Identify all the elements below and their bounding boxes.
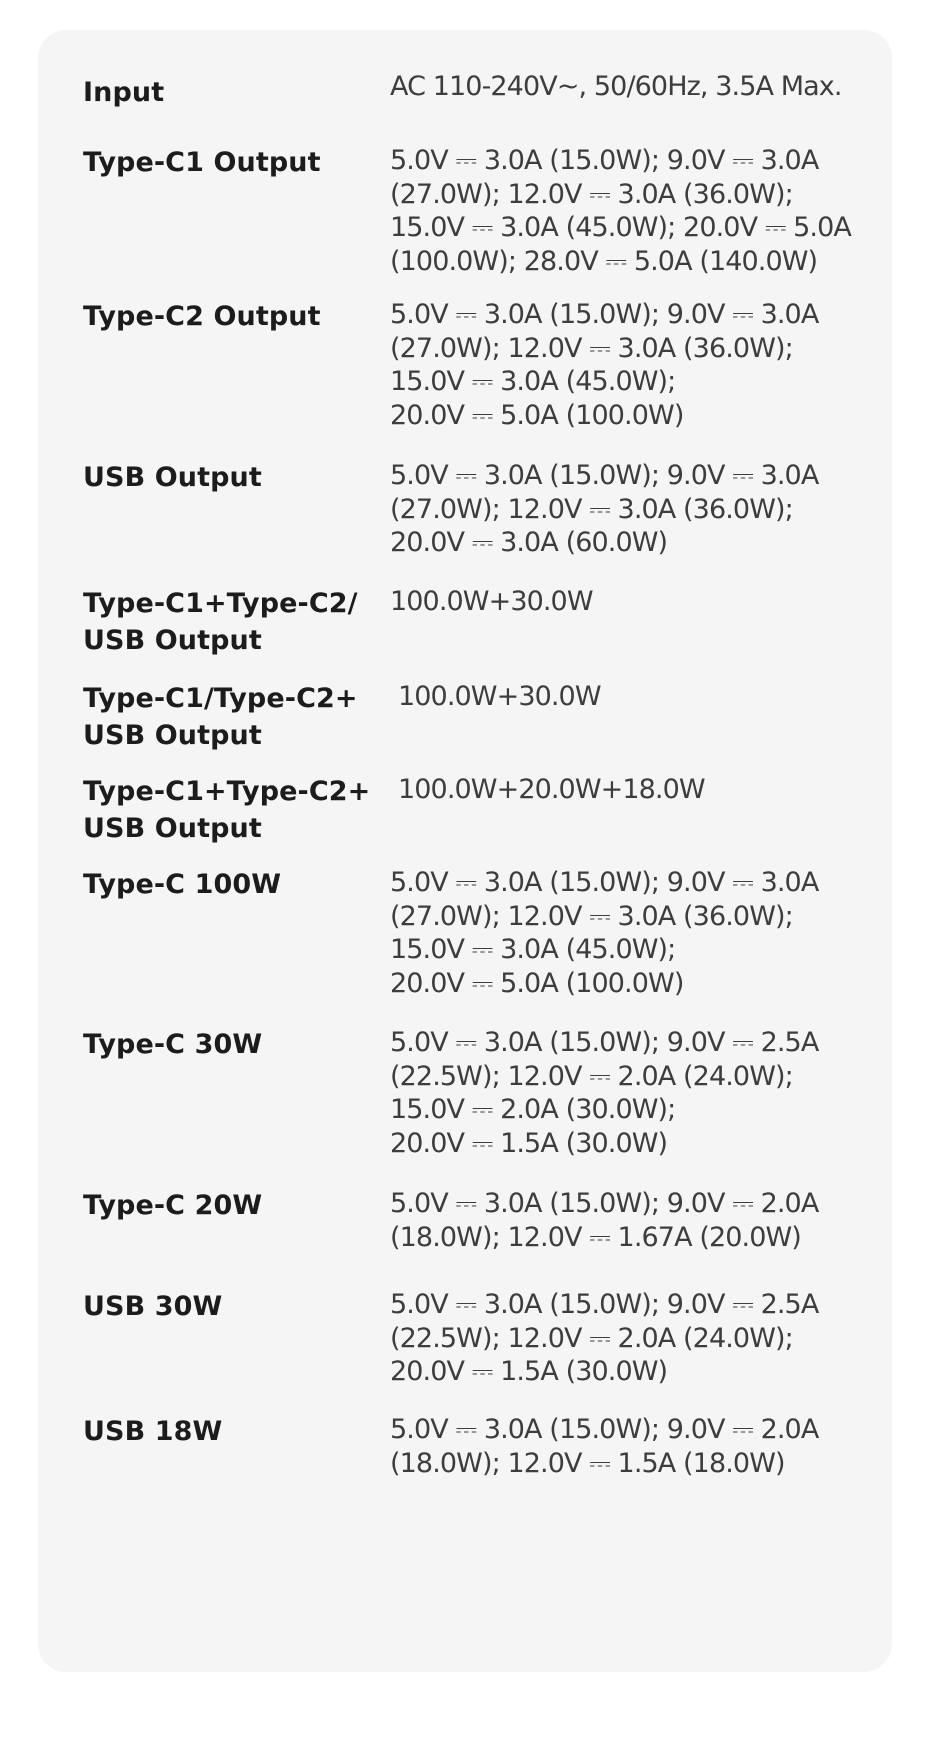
spec-value: 5.0V ⎓ 3.0A (15.0W); 9.0V ⎓ 3.0A (27.0W); 12.0V ⎓ 3.0A (36.0W); 15.0V ⎓ 3.0A (45.0W); 20.0V ⎓ 5.0A (100.0W)	[390, 867, 819, 999]
spec-value: 5.0V ⎓ 3.0A (15.0W); 9.0V ⎓ 2.0A (18.0W); 12.0V ⎓ 1.67A (20.0W)	[390, 1188, 819, 1253]
spec-label: Type-C2 Output	[83, 301, 321, 332]
spec-value: 100.0W+30.0W	[398, 681, 601, 712]
spec-value: 100.0W+30.0W	[390, 586, 593, 617]
spec-label: USB Output	[83, 462, 262, 493]
spec-value: AC 110-240V~, 50/60Hz, 3.5A Max.	[390, 71, 842, 102]
spec-label: Type-C 100W	[83, 869, 282, 900]
spec-label: USB 18W	[83, 1416, 223, 1447]
spec-value: 5.0V ⎓ 3.0A (15.0W); 9.0V ⎓ 2.5A (22.5W); 12.0V ⎓ 2.0A (24.0W); 20.0V ⎓ 1.5A (30.0W)	[390, 1289, 819, 1387]
spec-label: Input	[83, 77, 165, 108]
spec-label: Type-C1+Type-C2+ USB Output	[83, 776, 371, 844]
spec-label: Type-C1/Type-C2+ USB Output	[83, 683, 358, 751]
spec-value: 5.0V ⎓ 3.0A (15.0W); 9.0V ⎓ 3.0A (27.0W); 12.0V ⎓ 3.0A (36.0W); 15.0V ⎓ 3.0A (45.0W); 20.0V ⎓ 5.0A (100.0W); 28.0V ⎓ 5.0A (140.0W)	[390, 145, 851, 277]
spec-label: Type-C1 Output	[83, 147, 321, 178]
spec-value: 5.0V ⎓ 3.0A (15.0W); 9.0V ⎓ 3.0A (27.0W); 12.0V ⎓ 3.0A (36.0W); 20.0V ⎓ 3.0A (60.0W)	[390, 460, 819, 558]
spec-value: 5.0V ⎓ 3.0A (15.0W); 9.0V ⎓ 2.0A (18.0W); 12.0V ⎓ 1.5A (18.0W)	[390, 1414, 819, 1479]
spec-label: USB 30W	[83, 1291, 223, 1322]
spec-label: Type-C 30W	[83, 1029, 263, 1060]
spec-value: 5.0V ⎓ 3.0A (15.0W); 9.0V ⎓ 2.5A (22.5W); 12.0V ⎓ 2.0A (24.0W); 15.0V ⎓ 2.0A (30.0W); 20.0V ⎓ 1.5A (30.0W)	[390, 1027, 819, 1159]
spec-value: 100.0W+20.0W+18.0W	[398, 774, 705, 805]
spec-card	[38, 30, 892, 1672]
spec-label: Type-C1+Type-C2/ USB Output	[83, 588, 358, 656]
spec-label: Type-C 20W	[83, 1190, 263, 1221]
spec-value: 5.0V ⎓ 3.0A (15.0W); 9.0V ⎓ 3.0A (27.0W); 12.0V ⎓ 3.0A (36.0W); 15.0V ⎓ 3.0A (45.0W); 20.0V ⎓ 5.0A (100.0W)	[390, 299, 819, 431]
